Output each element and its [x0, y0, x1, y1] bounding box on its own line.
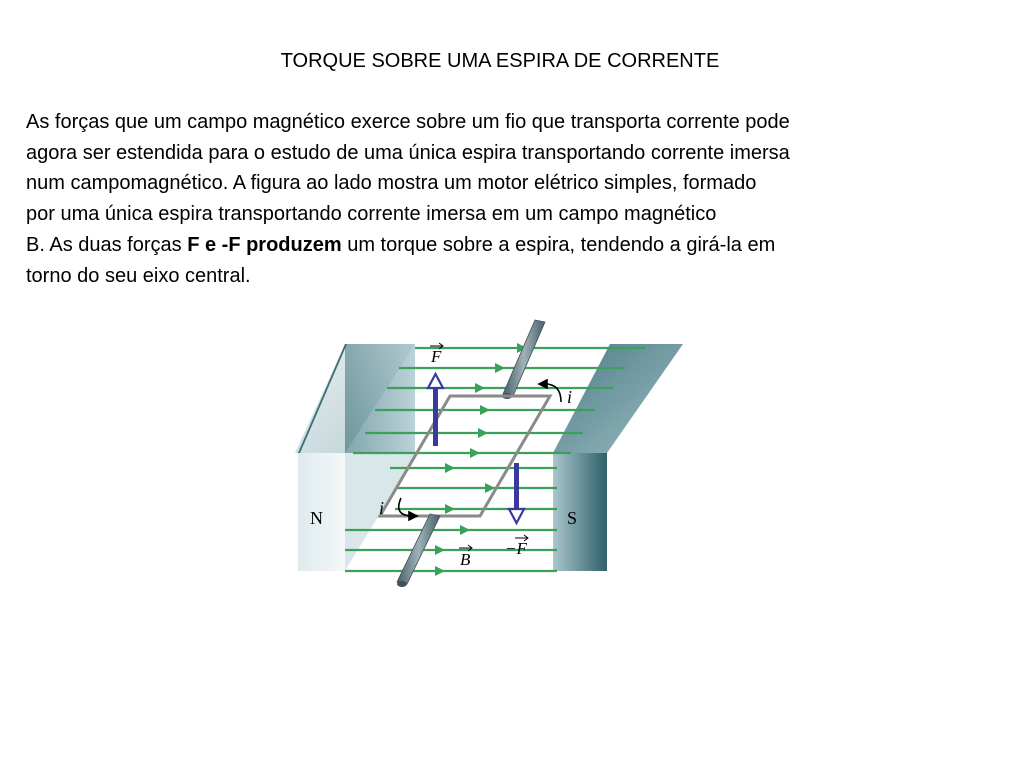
south-magnet-front — [553, 453, 607, 571]
neg-force-label: −F — [505, 539, 527, 558]
paragraph-line-1: As forças que um campo magnético exerce sobre um fio que transporta corrente pode — [26, 111, 790, 133]
current-label-bottom: i — [379, 498, 385, 518]
paragraph-line-6: torno do seu eixo central. — [26, 264, 251, 287]
force-label: F — [431, 347, 442, 366]
motor-diagram — [295, 318, 685, 590]
south-magnet — [553, 344, 683, 571]
force-arrow-down — [509, 463, 524, 523]
line5-bold: F e -F produzem — [187, 233, 342, 256]
page-title: TORQUE SOBRE UMA ESPIRA DE CORRENTE — [280, 50, 720, 72]
paragraph-line-3: num campomagnético. A figura ao lado mostra um motor elétrico simples, formado — [26, 172, 757, 195]
body-paragraph — [26, 107, 1011, 291]
current-label-top: i — [567, 387, 573, 407]
line5-after: um torque sobre a espira, tendendo a girá-la em — [341, 233, 776, 256]
north-magnet — [295, 344, 415, 571]
north-pole-label: N — [310, 508, 323, 528]
south-pole-label: S — [567, 508, 578, 528]
field-label: B — [460, 550, 471, 569]
paragraph-line-4: por uma única espira transportando corrente imersa em um campo magnético — [26, 203, 717, 226]
line5-before: B. As duas forças — [26, 233, 188, 256]
paragraph-line-5 — [26, 230, 1011, 261]
paragraph-line-2: agora ser estendida para o estudo de uma única espira transportando corrente imersa — [26, 141, 790, 164]
